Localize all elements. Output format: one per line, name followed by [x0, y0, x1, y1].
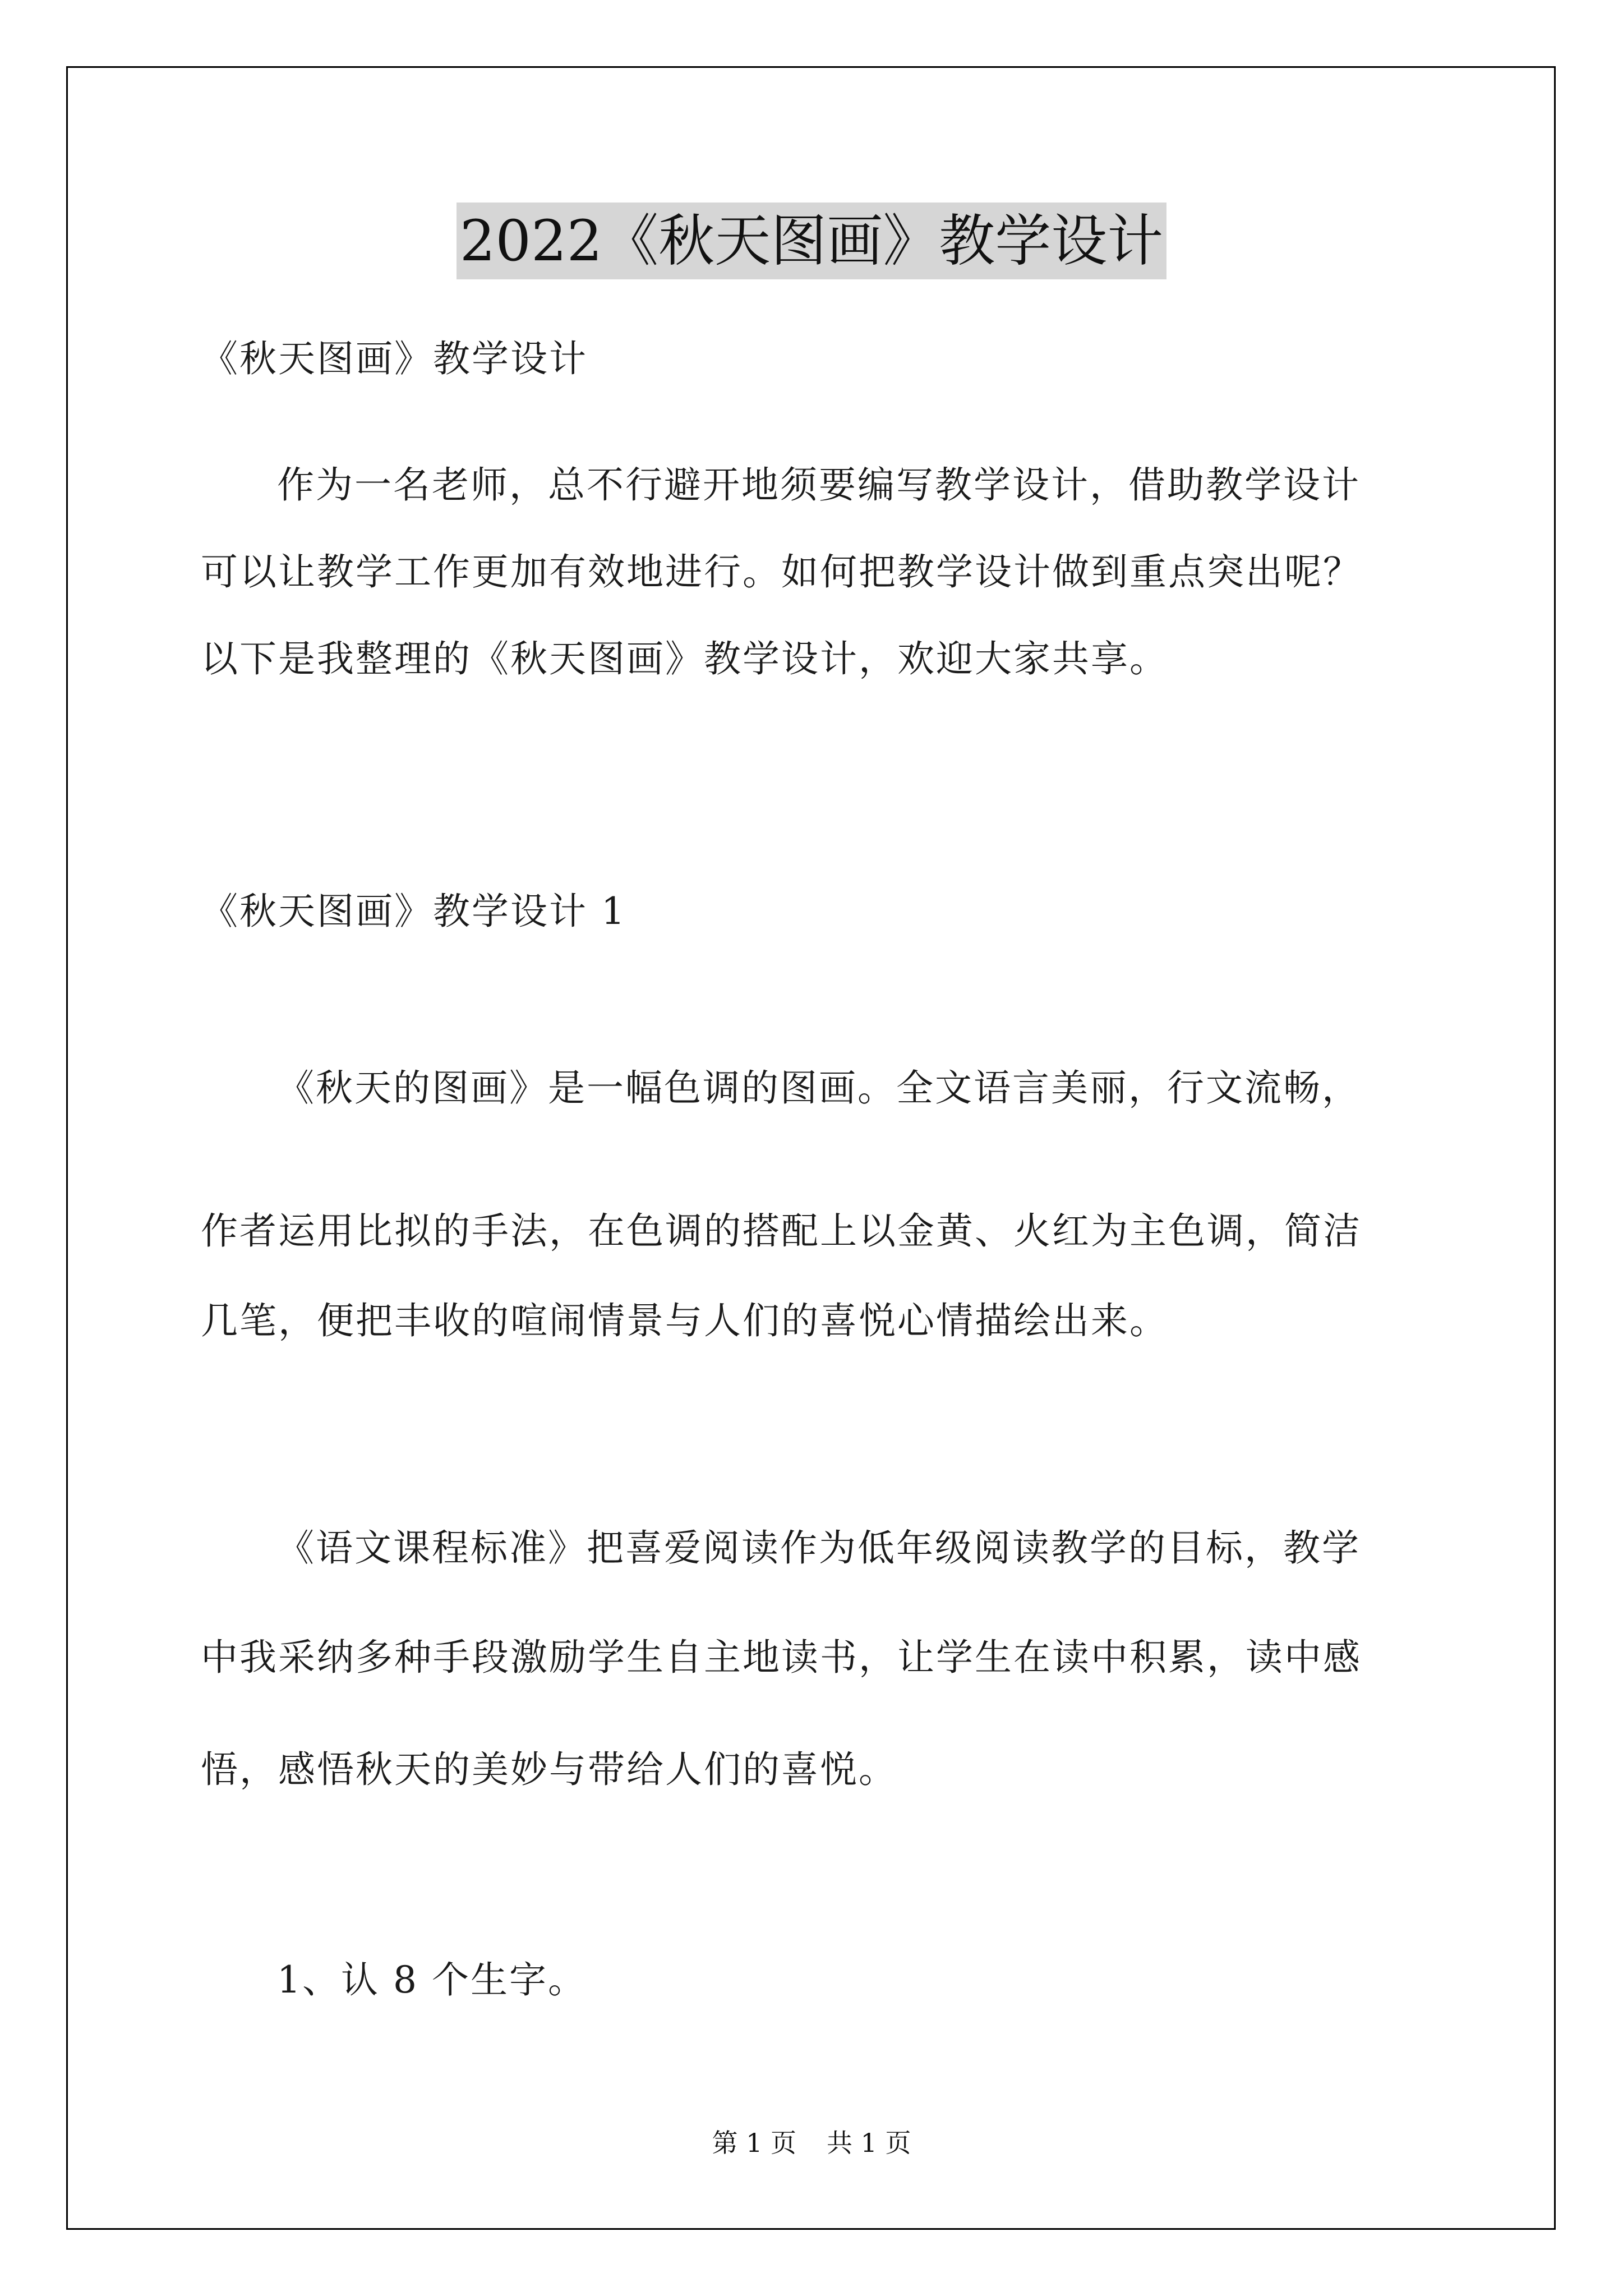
paragraph-line: 作者运用比拟的手法，在色调的搭配上以金黄、火红为主色调，简洁 — [201, 1209, 1362, 1253]
paragraph-line: 中我采纳多种手段激励学生自主地读书，让学生在读中积累，读中感 — [201, 1636, 1362, 1679]
paragraph-line: 《秋天的图画》是一幅色调的图画。全文语言美丽，行文流畅， — [277, 1066, 1361, 1110]
document-title — [0, 202, 1623, 280]
page-border — [66, 66, 1556, 2230]
section-heading: 《秋天图画》教学设计 1 — [201, 890, 626, 933]
paragraph-line: 《语文课程标准》把喜爱阅读作为低年级阅读教学的目标，教学 — [277, 1526, 1361, 1570]
page-number: 第 1 页 — [712, 2128, 796, 2158]
list-item: 1、认 8 个生字。 — [277, 1958, 587, 2001]
paragraph-line: 悟，感悟秋天的美妙与带给人们的喜悦。 — [201, 1748, 897, 1791]
document-title-text: 2022《秋天图画》教学设计 — [457, 203, 1167, 279]
paragraph-line: 以下是我整理的《秋天图画》教学设计，欢迎大家共享。 — [201, 637, 1168, 680]
paragraph-line: 作为一名老师，总不行避开地须要编写教学设计，借助教学设计 — [277, 463, 1361, 507]
subtitle-line: 《秋天图画》教学设计 — [201, 337, 588, 380]
page-footer — [0, 2123, 1623, 2162]
page-total: 共 1 页 — [827, 2128, 911, 2158]
paragraph-line: 几笔，便把丰收的喧闹情景与人们的喜悦心情描绘出来。 — [201, 1299, 1168, 1342]
paragraph-line: 可以让教学工作更加有效地进行。如何把教学设计做到重点突出呢？ — [201, 550, 1362, 593]
